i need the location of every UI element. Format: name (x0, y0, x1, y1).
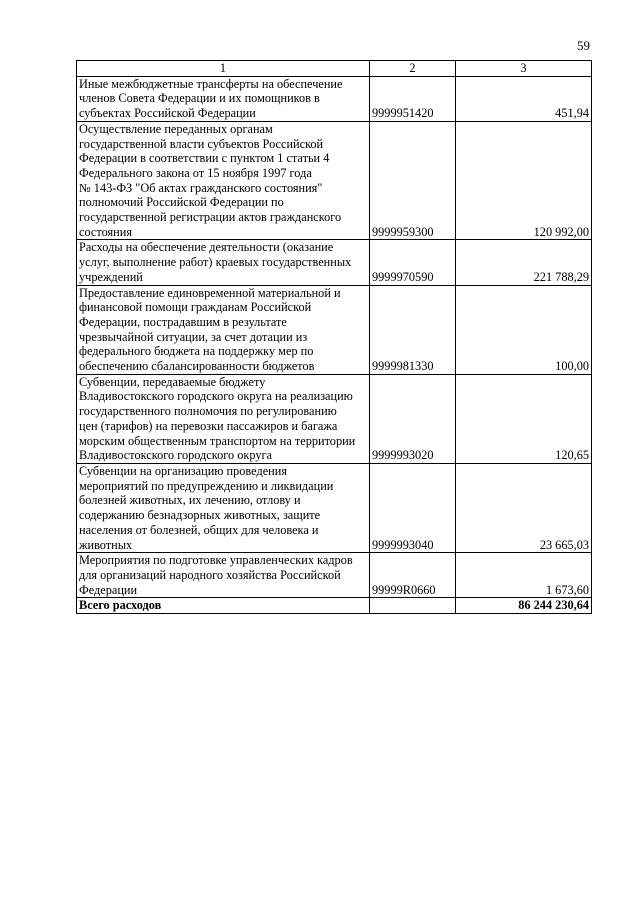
expense-name-line: членов Совета Федерации и их помощников в (79, 91, 320, 106)
expense-amount-cell: 451,94 (456, 76, 592, 121)
expense-name-line: животных (79, 537, 133, 552)
table-header-row (77, 61, 592, 77)
expense-name-line: учреждений (79, 269, 143, 284)
expense-name-line: цен (тарифов) на перевозки пассажиров и багажа (79, 418, 338, 433)
expense-name-line: для организаций народного хозяйства Российской (79, 567, 341, 582)
expense-name-line: населения от болезней, общих для человека и (79, 522, 319, 537)
expense-name-line: мероприятий по предупреждению и ликвидации (79, 478, 334, 493)
expense-name-cell (77, 374, 370, 463)
expense-name-line: Осуществление переданных органам (79, 121, 273, 136)
expense-name-line: Владивостокского городского округа (79, 448, 272, 463)
expense-name-line: состояния (79, 224, 132, 239)
expense-code-cell: 9999970590 (370, 240, 456, 285)
expense-amount-cell: 221 788,29 (456, 240, 592, 285)
expenditure-table (76, 60, 592, 614)
column-header-2: 2 (370, 61, 456, 77)
total-row (77, 598, 592, 614)
table-row (77, 240, 592, 285)
expense-name-line: болезней животных, их лечению, отлову и (79, 493, 301, 508)
expense-code-cell: 99999R0660 (370, 553, 456, 598)
expense-name-line: Субвенции на организацию проведения (79, 463, 287, 478)
expense-name-line: чрезвычайной ситуации, за счет дотации из (79, 329, 308, 344)
table-row (77, 285, 592, 374)
expense-amount-cell: 1 673,60 (456, 553, 592, 598)
expense-name-line: Федерации (79, 582, 138, 597)
expense-name-line: Предоставление единовременной материальной и (79, 285, 341, 300)
table-row (77, 553, 592, 598)
expense-name-line: Расходы на обеспечение деятельности (оказание (79, 240, 334, 255)
expense-name-line: федерального бюджета на поддержку мер по (79, 344, 314, 359)
expense-amount-cell: 23 665,03 (456, 463, 592, 552)
expense-name-line: Федерации в соответствии с пунктом 1 статьи 4 (79, 151, 330, 166)
expense-name-line: полномочий Российской Федерации по (79, 195, 284, 210)
expense-name-line: обеспечению сбалансированности бюджетов (79, 359, 315, 374)
expense-name-cell (77, 76, 370, 121)
expense-name-line: государственной власти субъектов Российской (79, 136, 324, 151)
expense-code-cell: 9999959300 (370, 121, 456, 240)
expense-name-line: Субвенции, передаваемые бюджету (79, 374, 266, 389)
expense-name-line: Федерации, пострадавшим в результате (79, 314, 287, 329)
expense-name-line: Мероприятия по подготовке управленческих кадров (79, 553, 353, 568)
table-row (77, 374, 592, 463)
total-code-empty (370, 598, 456, 614)
table-row (77, 463, 592, 552)
expense-code-cell: 9999993020 (370, 374, 456, 463)
expense-code-cell: 9999951420 (370, 76, 456, 121)
expense-name-line: субъектах Российской Федерации (79, 106, 256, 121)
column-header-1: 1 (77, 61, 370, 77)
column-header-3: 3 (456, 61, 592, 77)
expense-name-line: содержанию безнадзорных животных, защите (79, 508, 321, 523)
table-row (77, 76, 592, 121)
expense-name-line: Владивостокского городского округа на реализацию (79, 389, 353, 404)
expense-code-cell: 9999993040 (370, 463, 456, 552)
expense-name-line: государственного полномочия по регулированию (79, 404, 337, 419)
expense-name-cell (77, 240, 370, 285)
expense-name-cell (77, 553, 370, 598)
expense-name-line: финансовой помощи гражданам Российской (79, 300, 312, 315)
expense-name-line: № 143-ФЗ "Об актах гражданского состояния" (79, 180, 323, 195)
table-row (77, 121, 592, 240)
expense-name-line: государственной регистрации актов гражданского (79, 210, 342, 225)
total-amount: 86 244 230,64 (456, 598, 592, 614)
total-label: Всего расходов (77, 598, 370, 614)
expense-name-line: услуг, выполнение работ) краевых государственных (79, 255, 352, 270)
expense-name-cell (77, 121, 370, 240)
expense-name-cell (77, 463, 370, 552)
expense-name-line: Федерального закона от 15 ноября 1997 года (79, 165, 312, 180)
expense-name-cell (77, 285, 370, 374)
expense-amount-cell: 100,00 (456, 285, 592, 374)
expense-name-line: морским общественным транспортом на территории (79, 433, 356, 448)
page-number: 59 (577, 38, 590, 53)
expense-amount-cell: 120 992,00 (456, 121, 592, 240)
expense-code-cell: 9999981330 (370, 285, 456, 374)
expense-name-line: Иные межбюджетные трансферты на обеспечение (79, 76, 343, 91)
expense-amount-cell: 120,65 (456, 374, 592, 463)
